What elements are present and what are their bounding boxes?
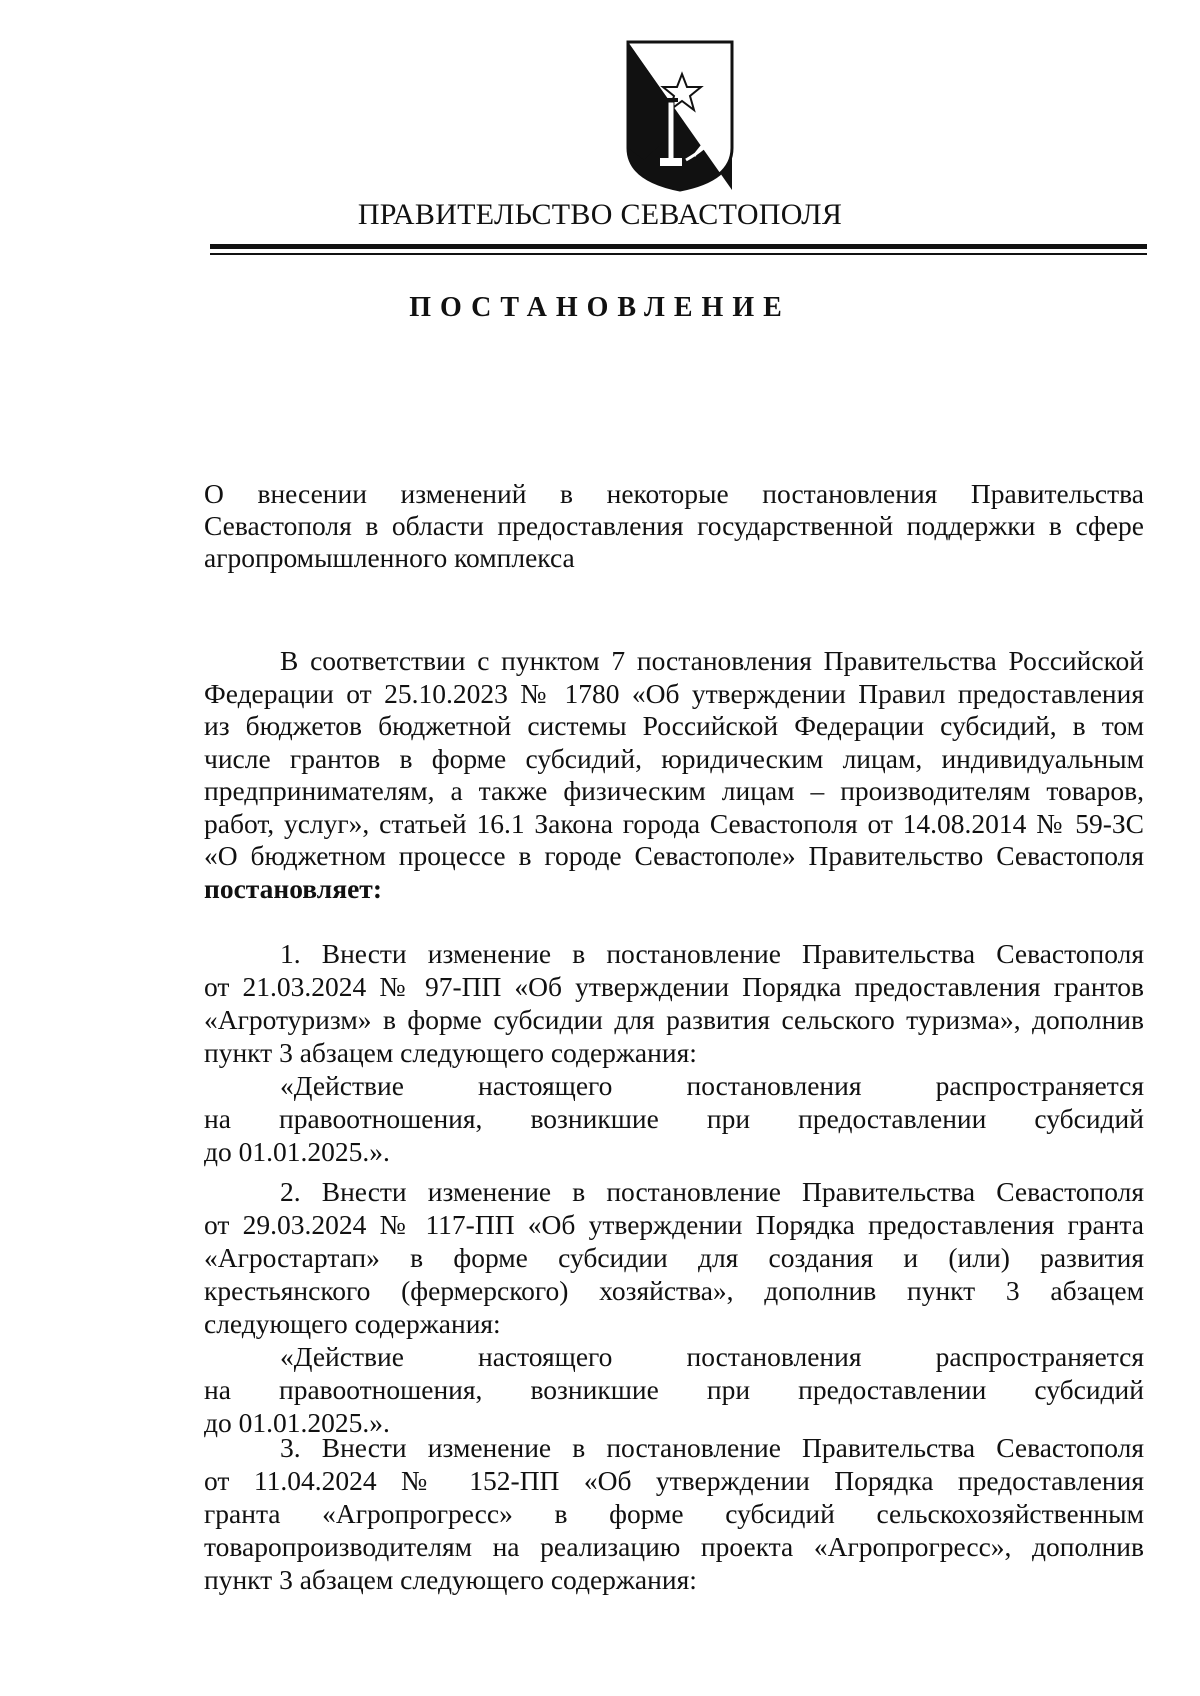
preamble-line: предпринимателям, а также физическим лицам – производителям товаров, xyxy=(204,775,1144,806)
item-line: пункт 3 абзацем следующего содержания: xyxy=(204,1564,697,1595)
title-line: агропромышленного комплекса xyxy=(204,542,575,573)
preamble-line: работ, услуг», статьей 16.1 Закона города Севастополя от 14.08.2014 № 59-ЗС xyxy=(204,807,1144,839)
document-title xyxy=(204,478,1144,574)
item-line: следующего содержания: xyxy=(204,1308,501,1339)
title-line: Севастополя в области предоставления государственной поддержки в сфере xyxy=(204,510,1144,541)
item-line: 3. Внести изменение в постановление Правительства Севастополя xyxy=(280,1432,1144,1463)
quote-line: «Действие настоящего постановления распространяется xyxy=(280,1070,1144,1101)
item-line: «Агростартап» в форме субсидии для создания и (или) развития xyxy=(204,1242,1144,1273)
item-line: «Агротуризм» в форме субсидии для развития сельского туризма», дополнив xyxy=(204,1004,1144,1035)
quote-line: на правоотношения, возникшие при предоставлении субсидий xyxy=(204,1374,1144,1405)
item-line: от 21.03.2024 № 97-ПП «Об утверждении Порядка предоставления грантов xyxy=(204,971,1144,1002)
item-line: крестьянского (фермерского) хозяйства», дополнив пункт 3 абзацем xyxy=(204,1275,1144,1306)
preamble-line: из бюджетов бюджетной системы Российской Федерации субсидий, в том xyxy=(204,710,1144,741)
item-line: гранта «Агропрогресс» в форме субсидий сельскохозяйственным xyxy=(204,1498,1144,1529)
item-line: пункт 3 абзацем следующего содержания: xyxy=(204,1037,697,1068)
item-line: 2. Внести изменение в постановление Правительства Севастополя xyxy=(280,1176,1144,1207)
quote-line: на правоотношения, возникшие при предоставлении субсидий xyxy=(204,1103,1144,1134)
quote-line: «Действие настоящего постановления распространяется xyxy=(280,1341,1144,1372)
item-1-paragraph xyxy=(204,937,1144,1168)
item-3-paragraph xyxy=(204,1431,1144,1596)
preamble-line: В соответствии с пунктом 7 постановления Правительства Российской xyxy=(280,645,1144,676)
preamble-paragraph xyxy=(204,645,1144,905)
quote-line: до 01.01.2025.». xyxy=(204,1407,390,1438)
preamble-line: Федерации от 25.10.2023 № 1780 «Об утверждении Правил предоставления xyxy=(204,677,1144,709)
item-line: от 29.03.2024 № 117-ПП «Об утверждении Порядка предоставления гранта xyxy=(204,1209,1144,1240)
preamble-closing: постановляет: xyxy=(204,872,382,904)
item-2-paragraph xyxy=(204,1175,1144,1439)
preamble-line: «О бюджетном процессе в городе Севастополе» Правительство Севастополя xyxy=(204,840,1144,871)
header-double-rule-thin xyxy=(210,253,1147,255)
preamble-line: числе грантов в форме субсидий, юридическим лицам, индивидуальным xyxy=(204,742,1144,774)
header-double-rule-thick xyxy=(210,244,1147,249)
sevastopol-coat-of-arms-icon xyxy=(624,40,736,192)
item-line: 1. Внести изменение в постановление Правительства Севастополя xyxy=(280,938,1144,969)
item-line: товаропроизводителям на реализацию проекта «Агропрогресс», дополнив xyxy=(204,1531,1144,1562)
document-type-heading: ПОСТАНОВЛЕНИЕ xyxy=(409,292,791,323)
quote-line: до 01.01.2025.». xyxy=(204,1136,390,1167)
organization-name: ПРАВИТЕЛЬСТВО СЕВАСТОПОЛЯ xyxy=(357,198,843,231)
title-line: О внесении изменений в некоторые постановления Правительства xyxy=(204,478,1144,509)
item-line: от 11.04.2024 № 152-ПП «Об утверждении Порядка предоставления xyxy=(204,1465,1144,1496)
